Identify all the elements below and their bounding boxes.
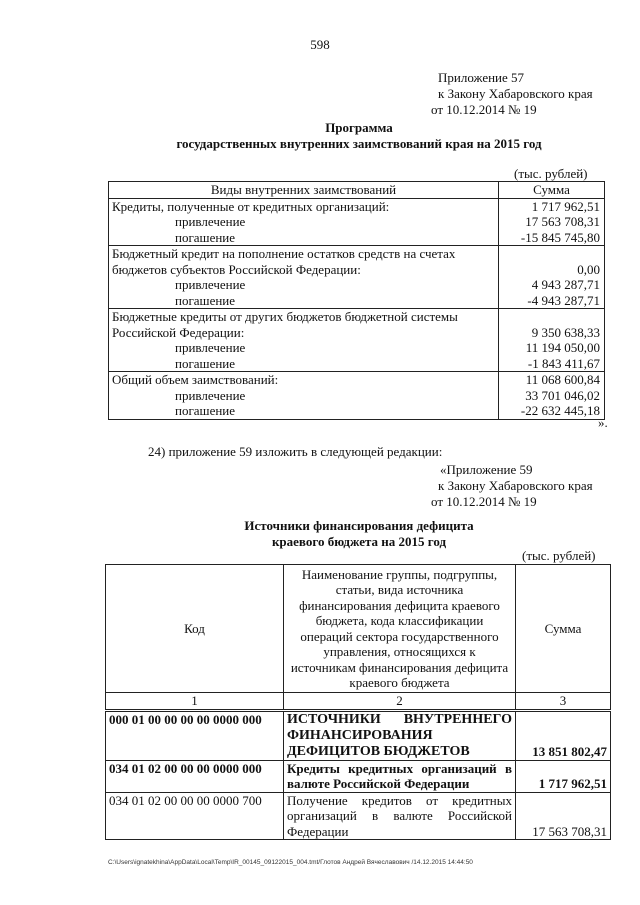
- row-sum: 1 717 962,51: [516, 760, 611, 792]
- attract-value: 11 194 050,00: [499, 340, 605, 356]
- col-code-header: Код: [106, 565, 284, 693]
- repay-label: погашение: [109, 230, 499, 246]
- table-row: [106, 710, 611, 760]
- row-code: 034 01 02 00 00 00 0000 000: [106, 760, 284, 792]
- table-row: [109, 246, 605, 262]
- closing-quote: ».: [598, 415, 608, 430]
- repay-value: -22 632 445,18: [499, 403, 605, 419]
- program-title: [0, 120, 640, 152]
- group-name: Бюджетные кредиты от других бюджетов бюджетной системы: [109, 309, 499, 325]
- row-code: 034 01 02 00 00 00 0000 700: [106, 792, 284, 840]
- appendix-59-line3: от 10.12.2014 № 19: [431, 494, 537, 509]
- appendix-57-line3: от 10.12.2014 № 19: [431, 102, 537, 117]
- repay-label: погашение: [109, 356, 499, 372]
- repay-value: -4 943 287,71: [499, 293, 605, 309]
- group-total: 0,00: [499, 262, 605, 278]
- col-type-header: Виды внутренних заимствований: [109, 182, 499, 199]
- empty-cell: [499, 309, 605, 325]
- repay-label: погашение: [109, 293, 499, 309]
- attract-label: привлечение: [109, 388, 499, 404]
- sources-title-line1: Источники финансирования дефицита: [244, 518, 474, 533]
- appendix-57-line2: к Закону Хабаровского края: [438, 86, 593, 101]
- program-title-line1: Программа: [325, 120, 393, 135]
- table-row: [109, 214, 605, 230]
- table-row: [109, 262, 605, 278]
- sources-title-line2: краевого бюджета на 2015 год: [271, 534, 447, 549]
- table-row: [109, 388, 605, 404]
- appendix-59-line1: «Приложение 59: [440, 462, 533, 477]
- table-row: [109, 277, 605, 293]
- appendix-59-heading: [431, 462, 593, 510]
- table-row: [109, 293, 605, 309]
- row-name: ИСТОЧНИКИ ВНУТРЕННЕГО ФИНАНСИРОВАНИЯ ДЕФИЦИТОВ БЮДЖЕТОВ: [284, 710, 516, 760]
- col-sum-header: Сумма: [499, 182, 605, 199]
- row-sum: 17 563 708,31: [516, 792, 611, 840]
- sources-table: [105, 564, 611, 840]
- table-row: [106, 760, 611, 792]
- index-cell: 2: [284, 693, 516, 711]
- table-header: [106, 565, 611, 693]
- row-name: Получение кредитов от кредитных организаций в валюте Российской Федерации: [284, 792, 516, 840]
- attract-label: привлечение: [109, 214, 499, 230]
- empty-cell: [499, 246, 605, 262]
- index-row: [106, 693, 611, 711]
- attract-value: 33 701 046,02: [499, 388, 605, 404]
- group-total: 9 350 638,33: [499, 325, 605, 341]
- file-path-footer: C:\Users\ignatekhina\AppData\Local\Temp\IR_00145_09122015_004.tmt/Глотов Андрей Вячеславович /14.12.2015 14:44:50: [108, 859, 473, 866]
- appendix-57-line1: Приложение 57: [438, 70, 525, 85]
- program-unit: (тыс. рублей): [514, 166, 588, 181]
- repay-value: -15 845 745,80: [499, 230, 605, 246]
- col-name-header: Наименование группы, подгруппы, статьи, вида источника финансирования дефицита краевого бюджета, кода классификации операций сектора государственного управления, относящихся к источникам финансирования дефицита краевого бюджета: [284, 565, 516, 693]
- sources-title: [0, 518, 640, 550]
- repay-value: -1 843 411,67: [499, 356, 605, 372]
- table-row: [109, 340, 605, 356]
- row-name: Кредиты кредитных организаций в валюте Российской Федерации: [284, 760, 516, 792]
- group-name: Кредиты, полученные от кредитных организаций:: [109, 198, 499, 214]
- appendix-59-line2: к Закону Хабаровского края: [438, 478, 593, 493]
- page-number: 598: [310, 37, 330, 52]
- table-row: [106, 792, 611, 840]
- appendix-57-heading: [431, 70, 593, 118]
- group-total: 1 717 962,51: [499, 198, 605, 214]
- group-name-cont: Российской Федерации:: [109, 325, 499, 341]
- table-row: [109, 309, 605, 325]
- row-sum: 13 851 802,47: [516, 710, 611, 760]
- repay-label: погашение: [109, 403, 499, 419]
- col-sum-header: Сумма: [516, 565, 611, 693]
- table-row: [109, 372, 605, 388]
- attract-label: привлечение: [109, 340, 499, 356]
- table-row: [109, 403, 605, 419]
- sources-unit: (тыс. рублей): [522, 548, 596, 563]
- table-row: [109, 325, 605, 341]
- group-name-cont: бюджетов субъектов Российской Федерации:: [109, 262, 499, 278]
- index-cell: 1: [106, 693, 284, 711]
- group-total: 11 068 600,84: [499, 372, 605, 388]
- row-code: 000 01 00 00 00 00 0000 000: [106, 710, 284, 760]
- borrowings-table: [108, 181, 605, 420]
- attract-label: привлечение: [109, 277, 499, 293]
- program-title-line2: государственных внутренних заимствований края на 2015 год: [176, 136, 542, 151]
- table-row: [109, 356, 605, 372]
- attract-value: 17 563 708,31: [499, 214, 605, 230]
- index-cell: 3: [516, 693, 611, 711]
- attract-value: 4 943 287,71: [499, 277, 605, 293]
- table-row: [109, 198, 605, 214]
- group-name: Бюджетный кредит на пополнение остатков средств на счетах: [109, 246, 499, 262]
- table-row: [109, 230, 605, 246]
- table-header: [109, 182, 605, 199]
- item-24-text: 24) приложение 59 изложить в следующей редакции:: [148, 444, 443, 459]
- group-name: Общий объем заимствований:: [109, 372, 499, 388]
